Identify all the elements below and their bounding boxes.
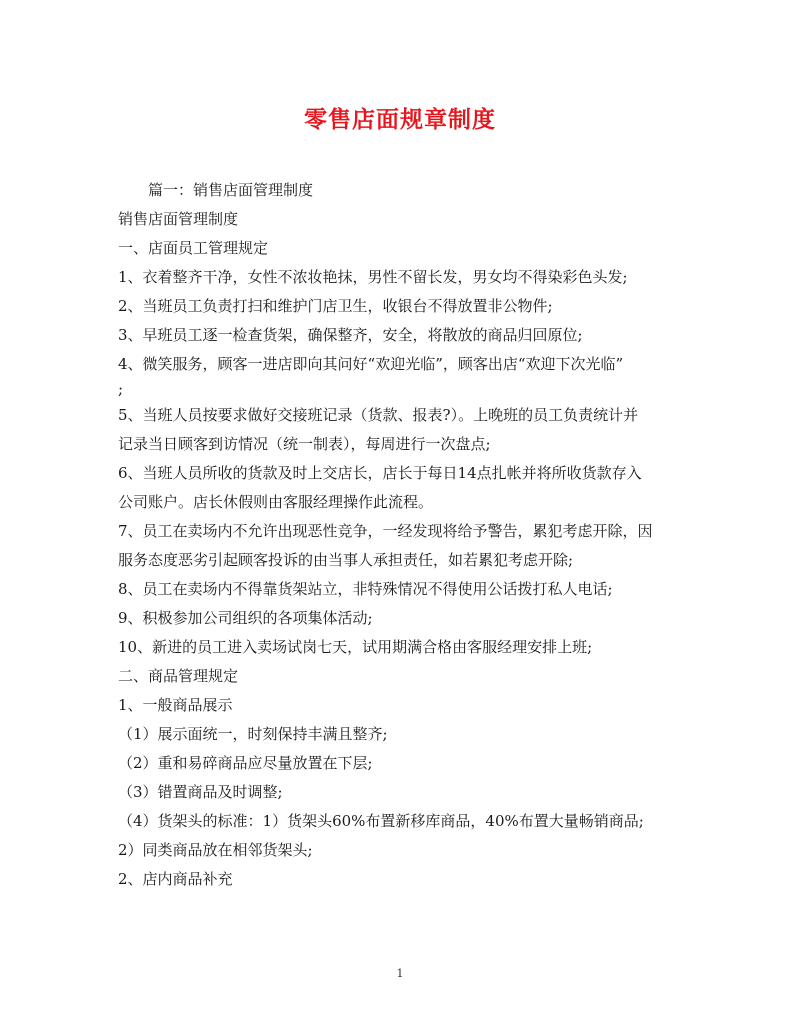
paragraph: （2）重和易碎商品应尽量放置在下层; xyxy=(118,754,373,772)
section-heading: 二、商品管理规定 xyxy=(118,667,239,685)
paragraph-continuation: 公司账户。店长休假则由客服经理操作此流程。 xyxy=(118,493,434,511)
document-body xyxy=(118,176,688,894)
paragraph: 2）同类商品放在相邻货架头; xyxy=(118,841,313,859)
paragraph: 3、早班员工逐一检查货架，确保整齐，安全，将散放的商品归回原位; xyxy=(118,326,583,344)
paragraph: （1）展示面统一，时刻保持丰满且整齐; xyxy=(118,725,388,743)
paragraph: 2、当班员工负责打扫和维护门店卫生，收银台不得放置非公物件; xyxy=(118,297,553,315)
paragraph: 5、当班人员按要求做好交接班记录（货款、报表?）。上晚班的员工负责统计并 xyxy=(118,406,639,424)
paragraph: 1、衣着整齐干净，女性不浓妆艳抹，男性不留长发，男女均不得染彩色头发; xyxy=(118,268,628,286)
paragraph-continuation: ; xyxy=(118,380,124,398)
document-title: 零售店面规章制度 xyxy=(304,106,496,133)
paragraph: （4）货架头的标准：1）货架头60%布置新移库商品，40%布置大量畅销商品; xyxy=(118,812,644,830)
paragraph: 9、积极参加公司组织的各项集体活动; xyxy=(118,609,373,627)
paragraph: 7、员工在卖场内不允许出现恶性竞争，一经发现将给予警告，累犯考虑开除，因 xyxy=(118,522,653,540)
paragraph: 10、新进的员工进入卖场试岗七天，试用期满合格由客服经理安排上班; xyxy=(118,638,593,656)
paragraph-continuation: 服务态度恶劣引起顾客投诉的由当事人承担责任，如若累犯考虑开除; xyxy=(118,551,574,569)
paragraph: 4、微笑服务，顾客一进店即向其问好“欢迎光临”，顾客出店“欢迎下次光临” xyxy=(118,355,624,373)
paragraph: 1、一般商品展示 xyxy=(118,696,233,714)
paragraph: 8、员工在卖场内不得靠货架站立，非特殊情况不得使用公话拨打私人电话; xyxy=(118,580,613,598)
paragraph: （3）错置商品及时调整; xyxy=(118,783,283,801)
paragraph: 篇一：销售店面管理制度 xyxy=(148,181,314,199)
paragraph-continuation: 记录当日顾客到访情况（统一制表），每周进行一次盘点; xyxy=(118,435,491,453)
paragraph: 6、当班人员所收的货款及时上交店长，店长于每日14点扎帐并将所收货款存入 xyxy=(118,464,642,482)
paragraph: 2、店内商品补充 xyxy=(118,870,233,888)
section-heading: 一、店面员工管理规定 xyxy=(118,239,269,257)
page-number: 1 xyxy=(396,967,404,980)
paragraph: 销售店面管理制度 xyxy=(118,210,239,228)
